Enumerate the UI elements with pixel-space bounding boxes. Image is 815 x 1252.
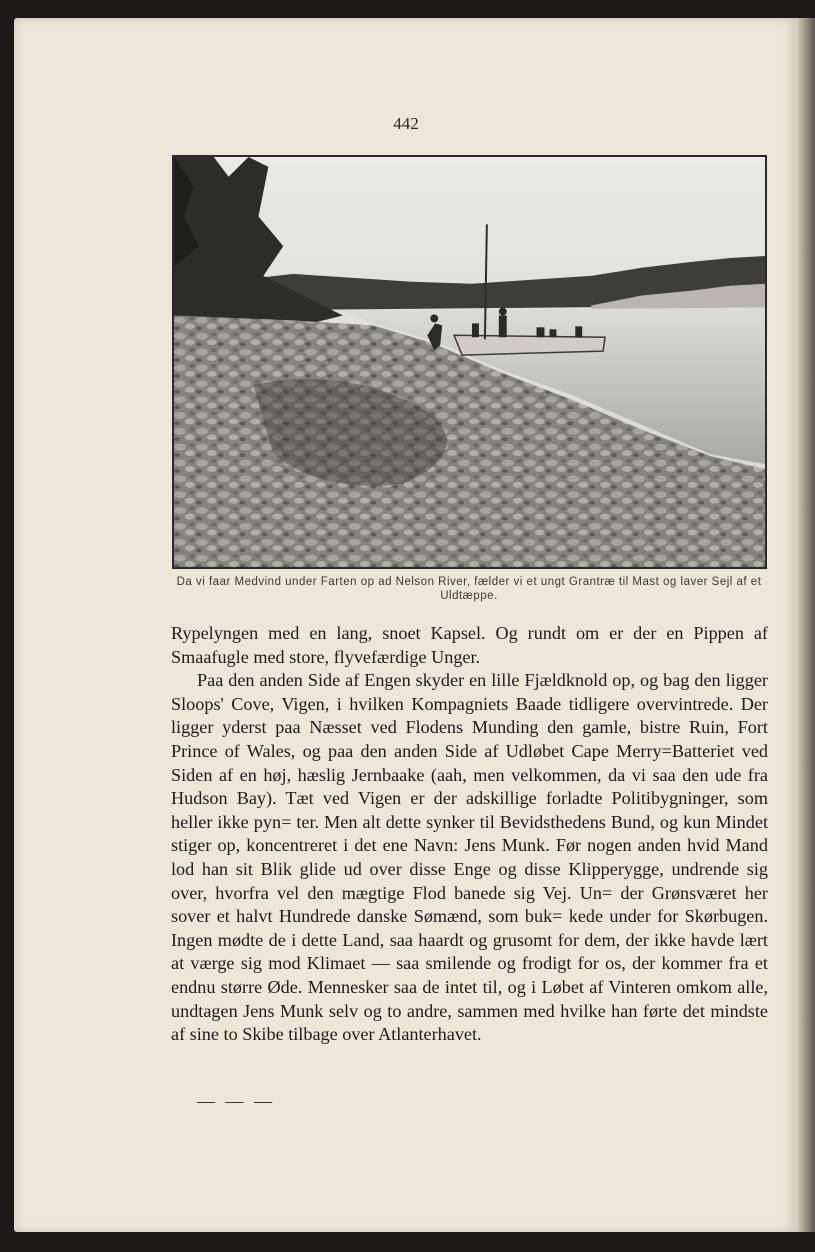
paragraph: Rypelyngen med en lang, snoet Kapsel. Og rundt om er der en Pippen af Smaafugle med store, flyvefærdige Unger. bbox=[171, 623, 768, 667]
photo-illustration bbox=[174, 157, 765, 567]
book-page bbox=[14, 18, 798, 1232]
photo-caption: Da vi faar Medvind under Farten op ad Nelson River, fælder vi et ungt Grantræ til Mast og laver Sejl af et Uldtæppe. bbox=[176, 576, 762, 602]
page-number: 442 bbox=[393, 114, 419, 133]
river-photograph bbox=[172, 155, 767, 569]
body-text bbox=[171, 622, 768, 1047]
book-spine-edge bbox=[798, 18, 815, 1232]
paragraph: Paa den anden Side af Engen skyder en lille Fjældknold op, og bag den ligger Sloops' Cove, Vigen, i hvilken Kompagniets Baade tidligere overvintrede. Der ligger yderst paa Næsset ved Flodens Munding den gamle, bistre Ruin, Fort Prince of Wales, og paa den anden Side af Udløbet Cape Merry=Batteriet ved Siden af en høj, hæslig Jernbaake (aah, men velkommen, da vi saa den ude fra Hudson Bay). Tæt ved Vigen er der adskillige forladte Politibygninger, som heller ikke pyn= ter. Men alt dette synker til Bevidsthedens Bund, og kun Mindet stiger op, koncentreret i det ene Navn: Jens Munk. Før nogen anden hvid Mand lod han sit Blik glide ud over disse Enge og disse Klipperygge, undrende sig over, hvorfra vel den mægtige Flod banede sig Vej. Un= der Grønsværet her sover et halvt Hundrede danske Sømænd, som buk= kede under for Skørbugen. Ingen mødte de i dette Land, saa haardt og grusomt for dem, der ikke havde lært at værge sig mod Klimaet — saa smilende og frodigt for os, der kommer fra et endnu større Øde. Mennesker saa de intet til, og i Løbet af Vinteren omkom alle, undtagen Jens Munk selv og to andre, sammen med hvilke han førte det mindste af sine to Skibe tilbage over Atlanterhavet. bbox=[171, 670, 768, 1045]
section-end-mark: — — — bbox=[197, 1091, 275, 1111]
